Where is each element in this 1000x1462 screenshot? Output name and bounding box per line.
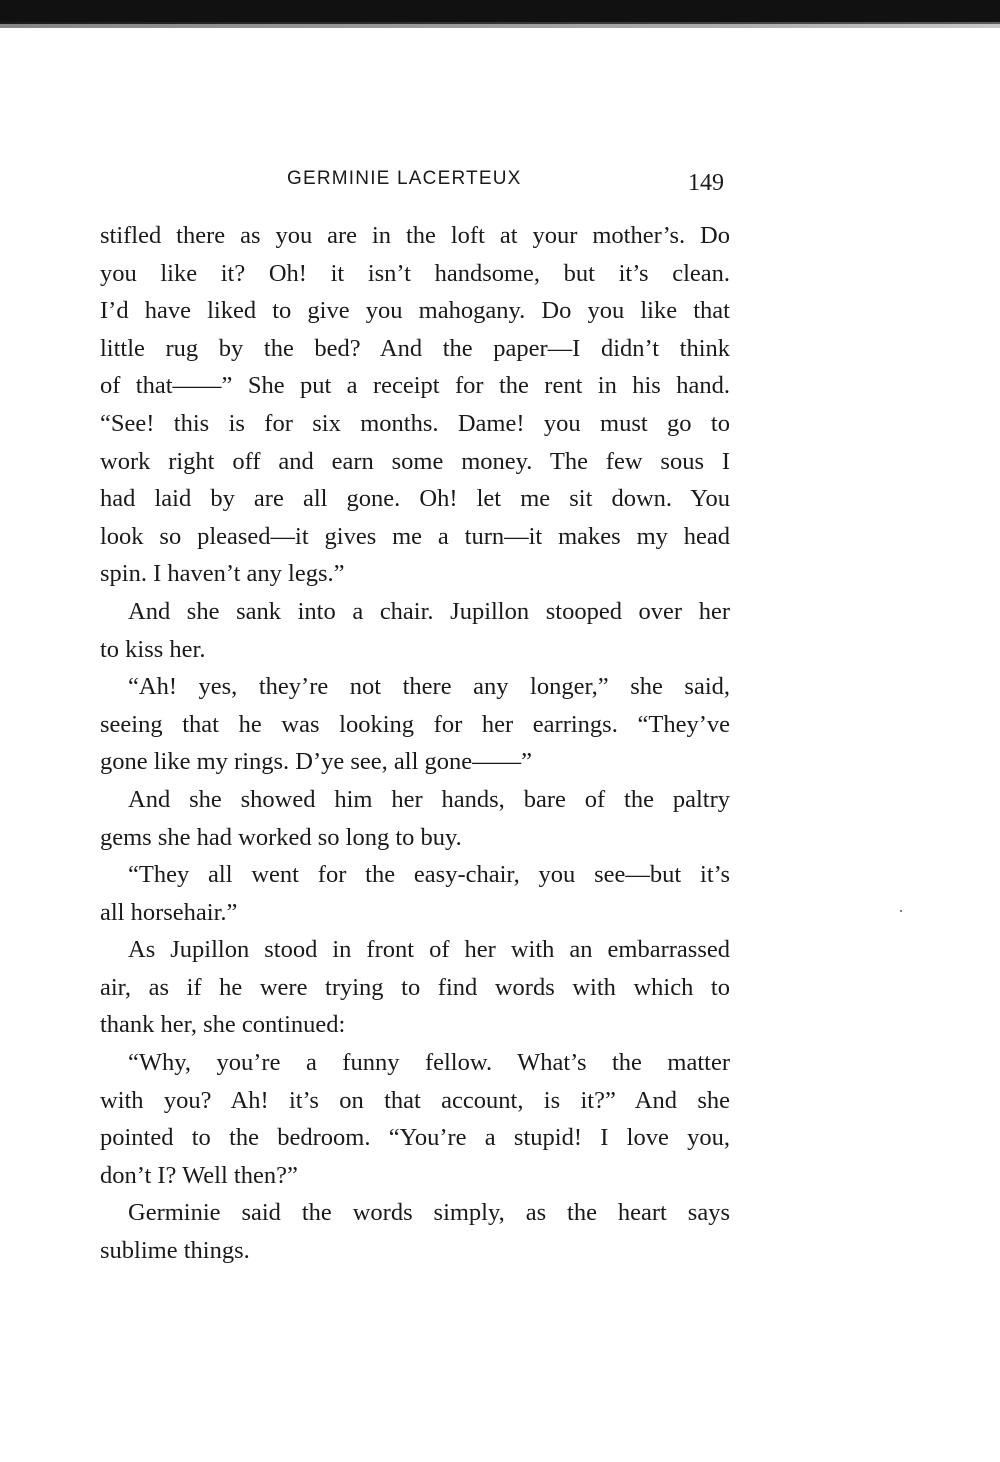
text-line: little rug by the bed? And the paper—I didn’t think	[100, 334, 730, 362]
text-line: “Ah! yes, they’re not there any longer,” she said,	[128, 673, 730, 701]
text-line: to kiss her.	[100, 635, 206, 663]
text-line: And she sank into a chair. Jupillon stooped over her	[128, 597, 730, 625]
text-line: As Jupillon stood in front of her with an embarrassed	[128, 936, 730, 964]
text-line: all horsehair.”	[100, 898, 238, 926]
text-line: don’t I? Well then?”	[100, 1161, 298, 1189]
text-line: had laid by are all gone. Oh! let me sit down. You	[100, 485, 730, 513]
text-line: thank her, she continued:	[100, 1011, 346, 1039]
scan-top-border	[0, 0, 1000, 24]
text-line: air, as if he were trying to find words with which to	[100, 973, 730, 1001]
text-line: gems she had worked so long to buy.	[100, 823, 462, 851]
text-line: work right off and earn some money. The few sous I	[100, 447, 730, 475]
text-line: pointed to the bedroom. “You’re a stupid! I love you,	[100, 1124, 730, 1152]
body-text	[100, 217, 730, 1270]
text-line: spin. I haven’t any legs.”	[100, 560, 345, 588]
text-line: Germinie said the words simply, as the heart says	[128, 1199, 730, 1227]
text-line: you like it? Oh! it isn’t handsome, but it’s clean.	[100, 259, 730, 287]
text-line: And she showed him her hands, bare of the paltry	[128, 785, 730, 813]
page-number: 149	[688, 170, 724, 196]
text-line: sublime things.	[100, 1237, 250, 1265]
text-line: of that——” She put a receipt for the rent in his hand.	[100, 372, 730, 400]
text-line: stifled there as you are in the loft at your mother’s. Do	[100, 222, 730, 249]
text-line: “See! this is for six months. Dame! you must go to	[100, 409, 730, 437]
scan-speck	[900, 910, 902, 912]
scan-top-border-shadow	[0, 22, 1000, 28]
text-line: seeing that he was looking for her earrings. “They’ve	[100, 710, 730, 738]
running-head-title: GERMINIE LACERTEUX	[287, 168, 522, 189]
text-line: look so pleased—it gives me a turn—it makes my head	[100, 522, 730, 550]
text-line: “Why, you’re a funny fellow. What’s the matter	[128, 1049, 730, 1077]
text-line: “They all went for the easy-chair, you see—but it’s	[128, 861, 730, 889]
text-line: I’d have liked to give you mahogany. Do you like that	[100, 297, 730, 325]
text-line: gone like my rings. D’ye see, all gone——”	[100, 748, 533, 776]
text-line: with you? Ah! it’s on that account, is it?” And she	[100, 1086, 730, 1114]
